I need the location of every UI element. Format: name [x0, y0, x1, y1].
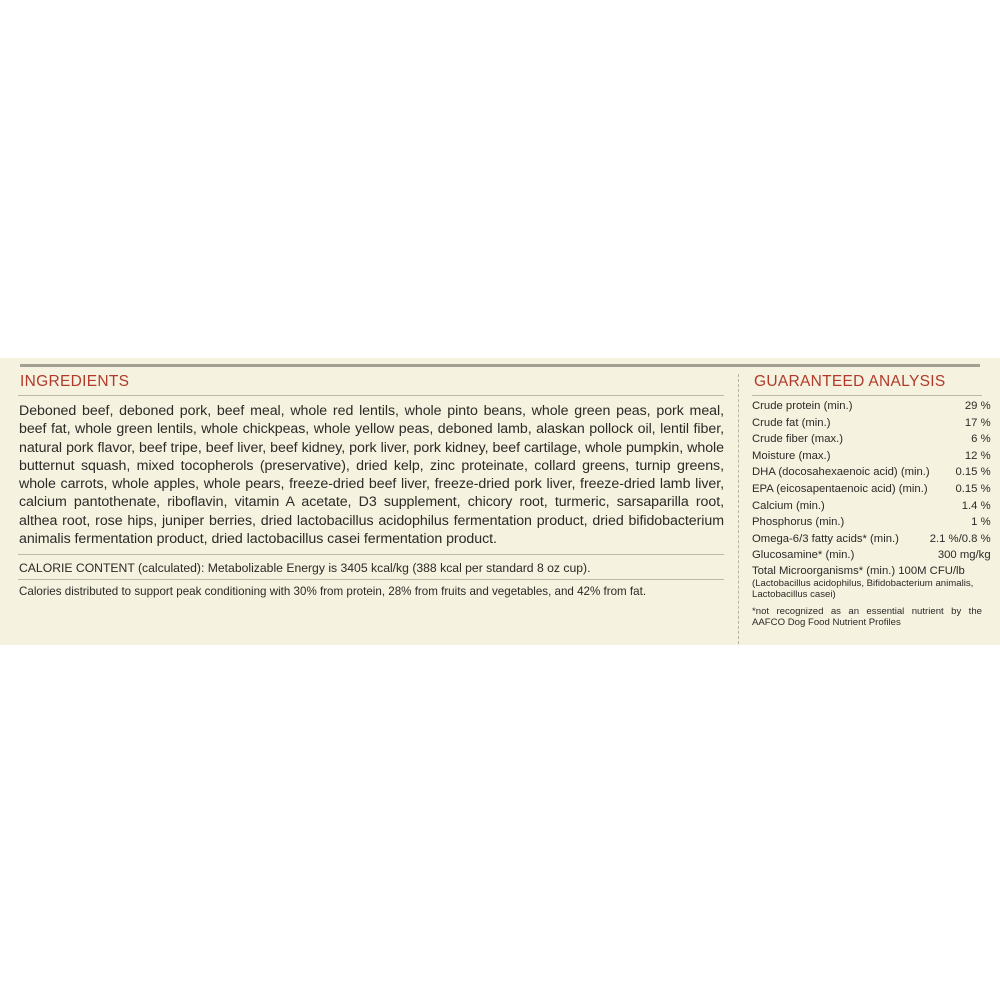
- analysis-value: 6 %: [971, 433, 991, 446]
- analysis-heading-divider: [752, 395, 982, 396]
- aafco-footnote: *not recognized as an essential nutrient by the AAFCO Dog Food Nutrient Profiles: [752, 605, 982, 628]
- analysis-label: Crude fat (min.): [752, 416, 831, 429]
- analysis-label: Glucosamine* (min.): [752, 549, 855, 562]
- analysis-value: 1 %: [971, 516, 991, 529]
- analysis-row: [752, 431, 991, 448]
- analysis-row: [752, 531, 991, 548]
- microorganism-species: (Lactobacillus acidophilus, Bifidobacterium animalis, Lactobacillus casei): [752, 577, 974, 600]
- total-microorganisms: Total Microorganisms* (min.) 100M CFU/lb: [752, 564, 965, 577]
- analysis-label: Omega-6/3 fatty acids* (min.): [752, 532, 899, 545]
- analysis-value: 12 %: [964, 449, 991, 462]
- analysis-row: [752, 398, 991, 415]
- analysis-value: 17 %: [964, 416, 991, 429]
- analysis-row: [752, 415, 991, 432]
- top-divider: [20, 364, 980, 367]
- analysis-value: 300 mg/kg: [937, 549, 991, 562]
- analysis-label: EPA (eicosapentaenoic acid) (min.): [752, 482, 928, 495]
- analysis-row: [752, 464, 991, 481]
- analysis-label: Calcium (min.): [752, 499, 825, 512]
- analysis-label: Crude fiber (max.): [752, 433, 844, 446]
- analysis-row: [752, 481, 991, 498]
- ingredients-section: [18, 368, 724, 598]
- analysis-label: DHA (docosahexaenoic acid) (min.): [752, 466, 930, 479]
- ingredients-list: Deboned beef, deboned pork, beef meal, whole red lentils, whole pinto beans, whole green peas, pork meal, beef fat, whole green lentils, whole chickpeas, whole yellow peas, deboned lamb, alaskan pollock oil, lentil fiber, natural pork flavor, beef tripe, beef liver, beef kidney, pork liver, pork kidney, beef cartilage, whole pumpkin, whole butternut squash, mixed tocopherols (preservative), dried kelp, zinc proteinate, collard greens, turnip greens, whole carrots, whole apples, whole pears, freeze-dried beef liver, freeze-dried pork liver, freeze-dried lamb liver, calcium pantothenate, riboflavin, vitamin A acetate, D3 supplement, chicory root, turmeric, sarsaparilla root, althea root, rose hips, juniper berries, dried lactobacillus acidophilus fermentation product, dried bifidobacterium animalis fermentation product, dried lactobacillus casei fermentation product.: [19, 403, 724, 548]
- analysis-label: Moisture (max.): [752, 449, 831, 462]
- analysis-heading: GUARANTEED ANALYSIS: [754, 373, 946, 390]
- analysis-table: [752, 398, 991, 564]
- calorie-content: CALORIE CONTENT (calculated): Metabolizable Energy is 3405 kcal/kg (388 kcal per standard 8 oz cup).: [19, 561, 591, 576]
- analysis-row: [752, 547, 991, 564]
- analysis-value: 29 %: [964, 400, 991, 412]
- ingredients-heading-divider: [18, 395, 724, 396]
- analysis-value: 1.4 %: [961, 499, 991, 512]
- analysis-row: [752, 448, 991, 465]
- guaranteed-analysis-section: [752, 368, 991, 628]
- analysis-value: 0.15 %: [955, 482, 991, 495]
- nutrition-label-panel: [0, 358, 1000, 645]
- calorie-distribution: Calories distributed to support peak conditioning with 30% from protein, 28% from fruits and vegetables, and 42% from fat.: [19, 585, 647, 599]
- ingredients-heading: INGREDIENTS: [20, 373, 130, 390]
- analysis-value: 0.15 %: [955, 466, 991, 479]
- analysis-label: Crude protein (min.): [752, 400, 853, 412]
- analysis-row: [752, 498, 991, 515]
- column-divider: [738, 374, 739, 644]
- analysis-row: [752, 514, 991, 531]
- analysis-label: Phosphorus (min.): [752, 516, 845, 529]
- analysis-value: 2.1 %/0.8 %: [929, 532, 991, 545]
